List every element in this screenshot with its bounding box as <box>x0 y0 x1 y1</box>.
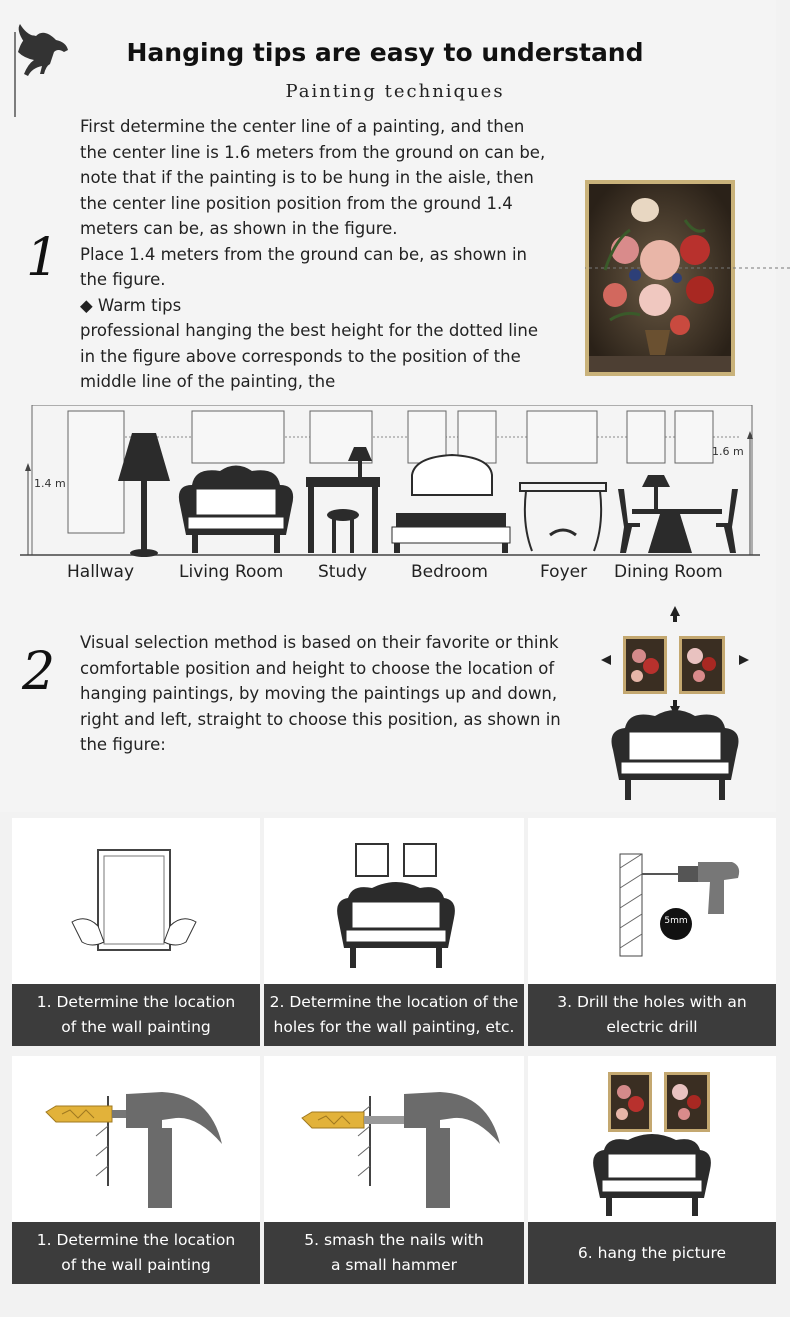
caption-line: 6. hang the picture <box>577 1243 727 1262</box>
text-line: the figure: <box>80 735 166 754</box>
text-line: hanging paintings, by moving the paintings up and down, <box>80 684 558 703</box>
hammer-anchor-illustration <box>12 1056 260 1222</box>
step-cell-5 <box>264 1056 524 1222</box>
text-line: middle line of the painting, the <box>80 372 336 391</box>
lamp-icon <box>118 433 170 481</box>
room-label-living-room: Living Room <box>179 562 284 582</box>
text-line: comfortable position and height to choose the location of <box>80 658 555 678</box>
caption-line: electric drill <box>606 1018 698 1036</box>
step-cell-1 <box>12 818 260 984</box>
pegasus-logo-icon <box>10 22 72 117</box>
dining-set-icon <box>618 475 738 553</box>
arrow-up-icon <box>670 606 680 616</box>
step-caption-4 <box>12 1222 260 1284</box>
hammer-icon <box>126 1092 222 1144</box>
text-line: the center line position position from the ground 1.4 <box>80 193 513 213</box>
room-label-dining-room: Dining Room <box>614 562 723 582</box>
text-line: meters can be, as shown in the figure. <box>80 219 398 238</box>
room-diagram <box>20 405 780 565</box>
move-paintings-illustration <box>595 600 755 810</box>
text-line: in the figure above corresponds to the position of the <box>80 346 521 366</box>
arrow-right-icon <box>739 655 749 665</box>
sofa-icon <box>612 710 739 800</box>
measure-right-label: 1.6 m <box>712 445 744 458</box>
page-subtitle: Painting techniques <box>285 81 505 102</box>
caption-line: 2. Determine the location of the <box>269 993 519 1011</box>
step-caption-2 <box>264 984 524 1046</box>
anchor-screw-icon <box>302 1112 364 1128</box>
hammer-nail-illustration <box>264 1056 524 1222</box>
flower-painting <box>585 180 790 376</box>
caption-line: 3. Drill the holes with an <box>557 993 747 1011</box>
step1-number: 1 <box>26 228 60 288</box>
step-caption-6 <box>528 1222 776 1284</box>
console-table-icon <box>520 483 606 551</box>
room-label-hallway: Hallway <box>67 562 135 582</box>
text-line: the figure. <box>80 270 166 289</box>
page-title: Hanging tips are easy to understand <box>126 38 644 67</box>
caption-line: 5. smash the nails with <box>304 1231 484 1249</box>
text-line: First determine the center line of a painting, and then <box>80 117 525 136</box>
step-caption-1 <box>12 984 260 1046</box>
text-line: Visual selection method is based on their favorite or think <box>80 633 559 652</box>
anchor-screw-icon <box>46 1106 112 1122</box>
step-caption-3 <box>528 984 776 1046</box>
step-caption-5 <box>264 1222 524 1284</box>
measure-left-label: 1.4 m <box>34 477 66 490</box>
bed-icon <box>392 455 510 553</box>
text-line: the center line is 1.6 meters from the ground on can be, <box>80 142 546 162</box>
text-line: professional hanging the best height for the dotted line <box>80 321 538 340</box>
drill-bit-label: 5mm <box>664 916 688 926</box>
sofa-icon <box>593 1134 711 1216</box>
text-line: ◆ Warm tips <box>80 295 182 315</box>
step2-text <box>80 630 561 758</box>
step2-number: 2 <box>22 642 56 702</box>
text-line: Place 1.4 meters from the ground can be, as shown in <box>80 244 527 264</box>
caption-line: 1. Determine the location <box>36 993 236 1011</box>
room-label-bedroom: Bedroom <box>411 562 488 582</box>
caption-line: of the wall painting <box>61 1018 211 1036</box>
room-label-study: Study <box>318 562 368 582</box>
step-cell-6 <box>528 1056 776 1222</box>
caption-line: holes for the wall painting, etc. <box>273 1018 515 1036</box>
caption-line: 1. Determine the location <box>36 1231 236 1249</box>
sofa-icon <box>179 466 293 554</box>
step1-text <box>80 114 545 395</box>
hung-pictures-illustration <box>528 1056 776 1222</box>
step-cell-2 <box>264 818 524 984</box>
hammer-icon <box>404 1092 500 1144</box>
text-line: right and left, straight to choose this position, as shown in <box>80 709 561 729</box>
step-cell-3 <box>528 818 776 984</box>
drill-icon <box>528 818 776 984</box>
text-line: note that if the painting is to be hung in the aisle, then <box>80 168 534 187</box>
hands-frame-icon <box>12 818 260 984</box>
room-label-foyer: Foyer <box>540 562 588 582</box>
holes-sofa-illustration <box>264 818 524 984</box>
caption-line: of the wall painting <box>61 1256 211 1274</box>
sofa-icon <box>337 882 455 968</box>
caption-line: a small hammer <box>330 1256 458 1274</box>
arrow-left-icon <box>601 655 611 665</box>
step-cell-4 <box>12 1056 260 1222</box>
